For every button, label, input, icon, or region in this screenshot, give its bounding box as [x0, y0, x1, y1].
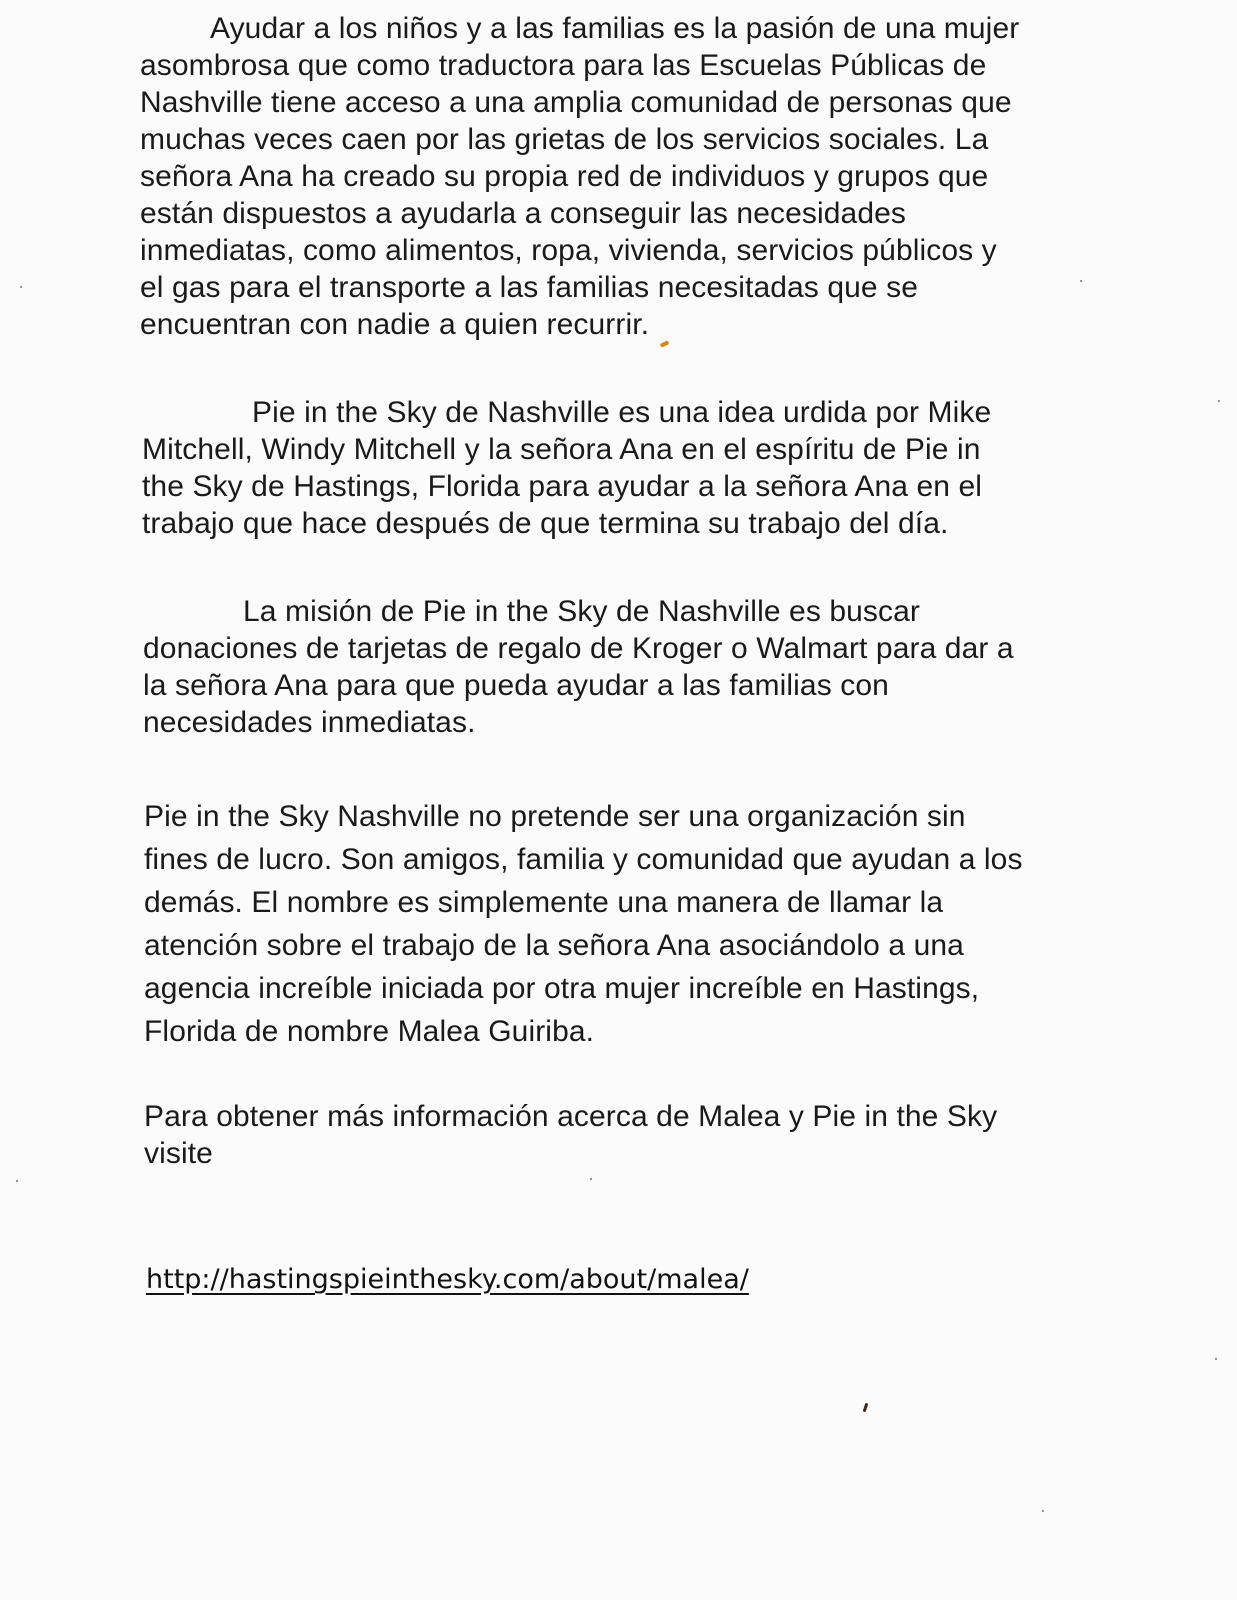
- text-line: Florida de nombre Malea Guiriba.: [144, 1015, 595, 1048]
- scan-speck: [16, 1180, 18, 1182]
- text-line: atención sobre el trabajo de la señora Ana asociándolo a una: [144, 929, 964, 962]
- paragraph-intro: [140, 10, 1019, 343]
- text-line: La misión de Pie in the Sky de Nashville es buscar: [243, 595, 921, 628]
- text-line: asombrosa que como traductora para las Escuelas Públicas de: [140, 49, 987, 82]
- scan-mark: [863, 1403, 869, 1412]
- text-line: encuentran con nadie a quien recurrir.: [140, 308, 650, 341]
- scan-speck: [20, 286, 22, 288]
- text-line: Mitchell, Windy Mitchell y la señora Ana en el espíritu de Pie in: [142, 433, 981, 466]
- text-line: la señora Ana para que pueda ayudar a las familias con: [143, 669, 889, 702]
- text-line: Ayudar a los niños y a las familias es la pasión de una mujer: [210, 12, 1020, 45]
- text-line: están dispuestos a ayudarla a conseguir las necesidades: [140, 197, 906, 230]
- paragraph-more-info: [144, 1098, 997, 1172]
- text-line: demás. El nombre es simplemente una manera de llamar la: [144, 886, 944, 919]
- scan-speck: [1215, 1358, 1217, 1360]
- text-line: el gas para el transporte a las familias necesitadas que se: [140, 271, 919, 304]
- paragraph-origin: [142, 394, 991, 542]
- text-line: the Sky de Hastings, Florida para ayudar a la señora Ana en el: [142, 470, 983, 503]
- scan-speck: [590, 1178, 592, 1180]
- paragraph-mission: [143, 593, 1014, 741]
- paragraph-disclaimer: [144, 795, 1023, 1053]
- text-line: Pie in the Sky Nashville no pretende ser una organización sin: [144, 800, 966, 833]
- text-line: señora Ana ha creado su propia red de individuos y grupos que: [140, 160, 989, 193]
- text-line: necesidades inmediatas.: [143, 706, 476, 739]
- text-line: fines de lucro. Son amigos, familia y comunidad que ayudan a los: [144, 843, 1023, 876]
- scan-speck: [1042, 1510, 1044, 1512]
- text-line: donaciones de tarjetas de regalo de Kroger o Walmart para dar a: [143, 632, 1014, 665]
- scan-speck: [1218, 400, 1220, 402]
- text-line: Para obtener más información acerca de Malea y Pie in the Sky: [144, 1100, 998, 1133]
- scan-speck: [1080, 280, 1082, 282]
- text-line: Nashville tiene acceso a una amplia comunidad de personas que: [140, 86, 1012, 119]
- text-line: muchas veces caen por las grietas de los servicios sociales. La: [140, 123, 989, 156]
- text-line: visite: [144, 1137, 213, 1170]
- text-line: inmediatas, como alimentos, ropa, vivienda, servicios públicos y: [140, 234, 997, 267]
- text-line: agencia increíble iniciada por otra mujer increíble en Hastings,: [144, 972, 980, 1005]
- malea-info-link[interactable]: http://hastingspieinthesky.com/about/malea/: [146, 1264, 749, 1295]
- text-line: trabajo que hace después de que termina su trabajo del día.: [142, 507, 949, 540]
- text-line: Pie in the Sky de Nashville es una idea urdida por Mike: [252, 396, 992, 429]
